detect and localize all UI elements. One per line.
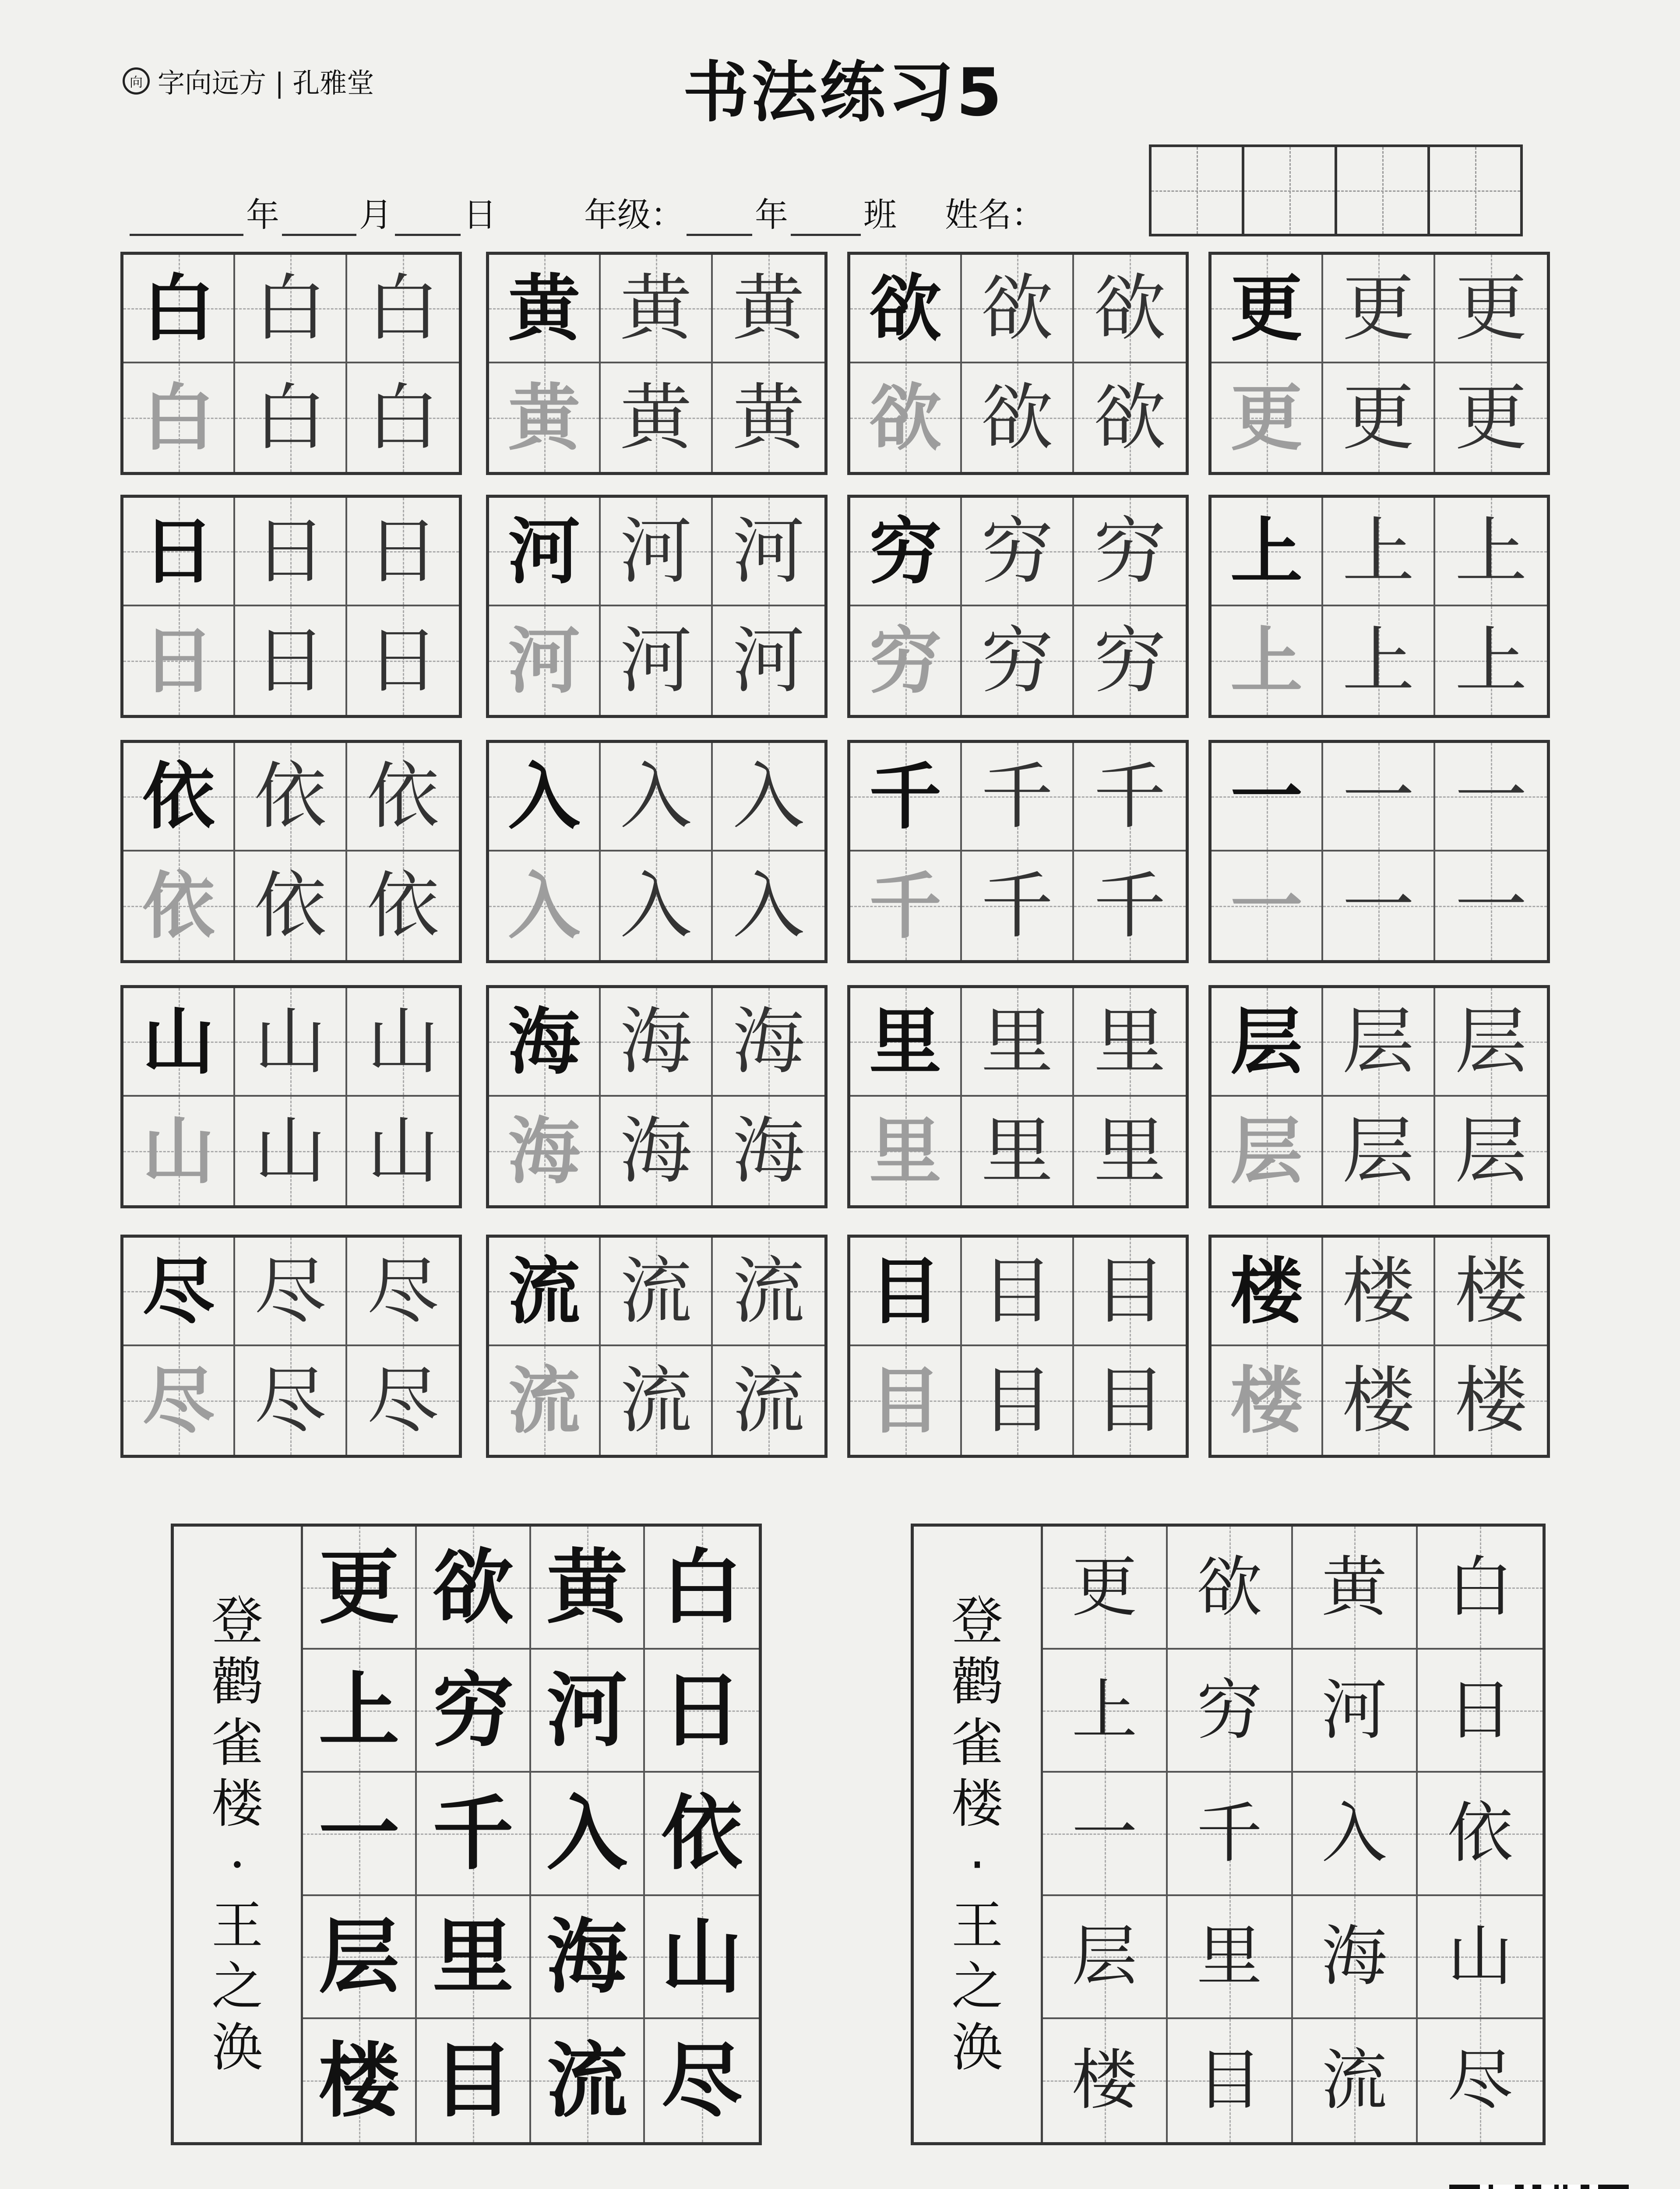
poem-cell[interactable]: 穷 [1168,1650,1293,1773]
poem-title-char: 登 [211,1591,263,1651]
day-blank[interactable] [395,205,461,236]
practice-group [1208,495,1550,718]
month-label: 月 [359,195,392,234]
poem-cell[interactable]: 白 [1418,1527,1543,1650]
trace-char[interactable]: 一 [1212,852,1323,960]
model-char: 一 [1212,743,1323,852]
printed-char[interactable]: 一 [1323,743,1435,852]
printed-char[interactable]: 目 [962,1238,1074,1346]
trace-char[interactable]: 目 [850,1346,962,1455]
model-char: 层 [1212,988,1323,1097]
poem-model-grid [171,1524,762,2145]
poem-cell[interactable]: 千 [1168,1773,1293,1896]
name-boxes[interactable] [1152,144,1523,236]
poem-title-char: 之 [211,1956,263,2017]
practice-group [486,985,828,1208]
model-char: 上 [1212,498,1323,606]
poem-cell: 穷 [417,1650,531,1773]
printed-char[interactable]: 日 [347,498,459,606]
practice-group [1208,252,1550,475]
printed-char[interactable]: 河 [601,498,712,606]
poem-cell: 海 [531,1896,645,2019]
printed-char[interactable]: 依 [235,743,347,852]
poem-cell: 入 [531,1773,645,1896]
poem-cell: 河 [531,1650,645,1773]
poem-cell[interactable]: 目 [1168,2019,1293,2142]
printed-char[interactable]: 黄 [601,363,712,472]
printed-char[interactable]: 里 [962,988,1074,1097]
poem-cell: 山 [645,1896,759,2019]
poem-title-char: 鹳 [211,1651,263,1712]
trace-char[interactable]: 楼 [1212,1346,1323,1455]
model-char: 欲 [850,255,962,363]
poem-handwritten-grid [911,1524,1546,2145]
poem-cell: 更 [303,1527,417,1650]
trace-char[interactable]: 里 [850,1097,962,1205]
printed-char[interactable]: 入 [601,852,712,960]
printed-char[interactable]: 河 [713,606,824,715]
poem-hand-title-column [914,1527,1043,2142]
poem-cell: 目 [417,2019,531,2142]
printed-char[interactable]: 里 [962,1097,1074,1205]
printed-char[interactable]: 尽 [347,1238,459,1346]
practice-group [120,495,462,718]
printed-char[interactable]: 更 [1435,255,1547,363]
info-line [127,188,1045,236]
printed-char[interactable]: 层 [1323,988,1435,1097]
printed-char[interactable]: 上 [1435,606,1547,715]
printed-char[interactable]: 流 [713,1346,824,1455]
printed-char[interactable]: 里 [1074,988,1186,1097]
poem-title-char: · [229,1834,246,1895]
practice-group [1208,740,1550,963]
poem-title-char: 楼 [951,1773,1003,1834]
poem-cell: 依 [645,1773,759,1896]
practice-group [847,985,1189,1208]
printed-char[interactable]: 更 [1435,363,1547,472]
printed-char[interactable]: 更 [1323,255,1435,363]
poem-cell: 千 [417,1773,531,1896]
poem-hand-cells [1043,1527,1543,2142]
poem-title-column [174,1527,303,2142]
poem-cell: 里 [417,1896,531,2019]
poem-cell: 白 [645,1527,759,1650]
poem-title-char: 涣 [951,2017,1003,2078]
model-char: 海 [489,988,601,1097]
model-char: 穷 [850,498,962,606]
trace-char[interactable]: 山 [123,1097,235,1205]
printed-char[interactable]: 目 [1074,1238,1186,1346]
printed-char[interactable]: 一 [1435,743,1547,852]
printed-char[interactable]: 河 [601,606,712,715]
poem-title-char: 涣 [211,2017,263,2078]
trace-char[interactable]: 尽 [123,1346,235,1455]
printed-char[interactable]: 楼 [1435,1346,1547,1455]
poem-cell[interactable]: 层 [1043,1896,1168,2019]
printed-char[interactable]: 白 [347,255,459,363]
model-char: 目 [850,1238,962,1346]
model-char: 白 [123,255,235,363]
practice-group [847,740,1189,963]
model-char: 千 [850,743,962,852]
poem-title-char: 雀 [951,1712,1003,1773]
model-char: 依 [123,743,235,852]
name-box[interactable] [1242,144,1337,236]
printed-char[interactable]: 入 [713,852,824,960]
class-label: 班 [863,195,897,234]
poem-cell[interactable]: 海 [1293,1896,1418,2019]
practice-group [486,740,828,963]
printed-char[interactable]: 山 [347,1097,459,1205]
practice-group [486,495,828,718]
poem-title-char: 王 [211,1895,263,1956]
printed-char[interactable]: 日 [235,498,347,606]
poem-cell[interactable]: 流 [1293,2019,1418,2142]
poem-title-char: 登 [951,1591,1003,1651]
poem-title-char: · [969,1834,986,1895]
poem-cell[interactable]: 楼 [1043,2019,1168,2142]
poem-title-char: 楼 [211,1773,263,1834]
model-char: 入 [489,743,601,852]
printed-char[interactable]: 穷 [1074,498,1186,606]
poem-title-char: 鹳 [951,1651,1003,1712]
trace-char[interactable]: 欲 [850,363,962,472]
printed-char[interactable]: 海 [713,988,824,1097]
poem-cell[interactable]: 尽 [1418,2019,1543,2142]
practice-group [120,252,462,475]
trace-char[interactable]: 海 [489,1097,601,1205]
printed-char[interactable]: 白 [235,363,347,472]
printed-char[interactable]: 上 [1435,498,1547,606]
name-box[interactable] [1335,144,1430,236]
printed-char[interactable]: 尽 [347,1346,459,1455]
trace-char[interactable]: 流 [489,1346,601,1455]
poem-model-cells [303,1527,759,2142]
poem-cell: 黄 [531,1527,645,1650]
printed-char[interactable]: 流 [601,1346,712,1455]
qr-code-icon[interactable] [1449,2185,1629,2189]
year-label: 年 [246,195,279,234]
printed-char[interactable]: 山 [235,1097,347,1205]
practice-group [1208,985,1550,1208]
poem-cell: 层 [303,1896,417,2019]
printed-char[interactable]: 上 [1323,606,1435,715]
printed-char[interactable]: 穷 [962,498,1074,606]
practice-group [1208,1235,1550,1458]
printed-char[interactable]: 欲 [1074,363,1186,472]
poem-cell[interactable]: 欲 [1168,1527,1293,1650]
poem-title-char: 王 [951,1895,1003,1956]
printed-char[interactable]: 一 [1323,852,1435,960]
printed-char[interactable]: 流 [713,1238,824,1346]
poem-cell: 欲 [417,1527,531,1650]
printed-char[interactable]: 穷 [962,606,1074,715]
printed-char[interactable]: 目 [1074,1346,1186,1455]
grade-label: 年级： [584,195,684,234]
printed-char[interactable]: 欲 [1074,255,1186,363]
practice-group [847,1235,1189,1458]
day-label: 日 [463,195,497,234]
poem-cell[interactable]: 入 [1293,1773,1418,1896]
name-box[interactable] [1427,144,1523,236]
printed-char[interactable]: 目 [962,1346,1074,1455]
printed-char[interactable]: 黄 [601,255,712,363]
printed-char[interactable]: 穷 [1074,606,1186,715]
printed-char[interactable]: 层 [1435,1097,1547,1205]
printed-char[interactable]: 日 [347,606,459,715]
printed-char[interactable]: 海 [713,1097,824,1205]
printed-char[interactable]: 依 [235,852,347,960]
practice-group [486,1235,828,1458]
printed-char[interactable]: 河 [713,498,824,606]
printed-char[interactable]: 白 [347,363,459,472]
printed-char[interactable]: 千 [962,852,1074,960]
printed-char[interactable]: 黄 [713,363,824,472]
practice-group [120,1235,462,1458]
trace-char[interactable]: 河 [489,606,601,715]
printed-char[interactable]: 依 [347,743,459,852]
trace-char[interactable]: 更 [1212,363,1323,472]
poem-title-char: 之 [951,1956,1003,2017]
printed-char[interactable]: 一 [1435,852,1547,960]
printed-char[interactable]: 黄 [713,255,824,363]
printed-char[interactable]: 依 [347,852,459,960]
practice-group [120,740,462,963]
brand-text: 字向远方 | 孔雅堂 [158,67,374,99]
poem-cell: 流 [531,2019,645,2142]
year-blank[interactable] [130,205,243,236]
practice-group [847,495,1189,718]
poem-cell[interactable]: 更 [1043,1527,1168,1650]
printed-char[interactable]: 楼 [1323,1346,1435,1455]
poem-cell: 尽 [645,2019,759,2142]
printed-char[interactable]: 千 [1074,743,1186,852]
poem-cell: 上 [303,1650,417,1773]
poem-title-char: 雀 [211,1712,263,1773]
trace-char[interactable]: 黄 [489,363,601,472]
practice-group [486,252,828,475]
seal-icon: 向 [123,67,150,95]
grade-blank[interactable] [687,205,752,236]
printed-char[interactable]: 欲 [962,255,1074,363]
trace-char[interactable]: 日 [123,606,235,715]
poem-cell[interactable]: 日 [1418,1650,1543,1773]
trace-char[interactable]: 依 [123,852,235,960]
brand-logo [123,61,374,100]
printed-char[interactable]: 日 [235,606,347,715]
page-title: 书法练习5 [683,55,1005,131]
name-label: 姓名： [945,195,1045,234]
poem-cell[interactable]: 上 [1043,1650,1168,1773]
printed-char[interactable]: 尽 [235,1346,347,1455]
model-char: 更 [1212,255,1323,363]
trace-char[interactable]: 层 [1212,1097,1323,1205]
trace-char[interactable]: 上 [1212,606,1323,715]
printed-char[interactable]: 海 [601,988,712,1097]
poem-cell: 日 [645,1650,759,1773]
practice-group [847,252,1189,475]
printed-char[interactable]: 白 [235,255,347,363]
printed-char[interactable]: 海 [601,1097,712,1205]
printed-char[interactable]: 入 [713,743,824,852]
model-char: 日 [123,498,235,606]
printed-char[interactable]: 欲 [962,363,1074,472]
printed-char[interactable]: 楼 [1435,1238,1547,1346]
poem-cell[interactable]: 黄 [1293,1527,1418,1650]
poem-cell[interactable]: 依 [1418,1773,1543,1896]
printed-char[interactable]: 尽 [235,1238,347,1346]
trace-char[interactable]: 白 [123,363,235,472]
model-char: 流 [489,1238,601,1346]
model-char: 里 [850,988,962,1097]
printed-char[interactable]: 入 [601,743,712,852]
poem-cell[interactable]: 里 [1168,1896,1293,2019]
printed-char[interactable]: 山 [235,988,347,1097]
poem-cell[interactable]: 一 [1043,1773,1168,1896]
poem-cell: 楼 [303,2019,417,2142]
printed-char[interactable]: 千 [962,743,1074,852]
printed-char[interactable]: 层 [1323,1097,1435,1205]
poem-cell[interactable]: 河 [1293,1650,1418,1773]
month-blank[interactable] [282,205,356,236]
printed-char[interactable]: 里 [1074,1097,1186,1205]
printed-char[interactable]: 上 [1323,498,1435,606]
poem-cell: 一 [303,1773,417,1896]
printed-char[interactable]: 楼 [1323,1238,1435,1346]
trace-char[interactable]: 穷 [850,606,962,715]
printed-char[interactable]: 层 [1435,988,1547,1097]
model-char: 尽 [123,1238,235,1346]
model-char: 楼 [1212,1238,1323,1346]
printed-char[interactable]: 流 [601,1238,712,1346]
printed-char[interactable]: 更 [1323,363,1435,472]
poem-cell[interactable]: 山 [1418,1896,1543,2019]
trace-char[interactable]: 入 [489,852,601,960]
name-box[interactable] [1149,144,1244,236]
model-char: 河 [489,498,601,606]
printed-char[interactable]: 山 [347,988,459,1097]
model-char: 黄 [489,255,601,363]
trace-char[interactable]: 千 [850,852,962,960]
class-blank[interactable] [791,205,861,236]
printed-char[interactable]: 千 [1074,852,1186,960]
model-char: 山 [123,988,235,1097]
grade-year-label: 年 [755,195,788,234]
practice-group [120,985,462,1208]
